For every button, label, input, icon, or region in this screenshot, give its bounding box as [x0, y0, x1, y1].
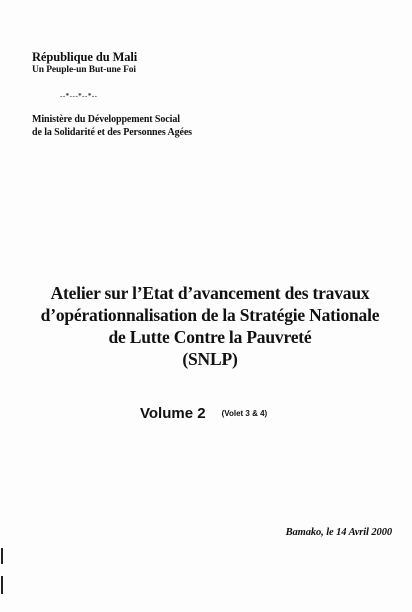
title-line-3: de Lutte Contre la Pauvreté [108, 327, 312, 347]
letterhead [32, 50, 352, 76]
volume-heading [140, 405, 267, 423]
title-line-2: d’opérationnalisation de la Stratégie Nationale [40, 305, 380, 325]
ministry-block [32, 113, 352, 139]
document-title [20, 282, 400, 370]
title-line-4: (SNLP) [182, 349, 238, 369]
ministry-line-1: Ministère du Développement Social [32, 114, 180, 125]
ornament-separator: --*---*--*-- [60, 92, 98, 100]
national-motto: Un Peuple-un But-une Foi [32, 65, 136, 75]
scan-edge-mark [1, 576, 3, 594]
volume-label: Volume 2 [140, 405, 206, 422]
title-line-1: Atelier sur l’Etat d’avancement des travaux [50, 283, 370, 303]
volet-label: (Volet 3 & 4) [221, 409, 268, 418]
country-name: République du Mali [32, 50, 138, 64]
ministry-line-2: de la Solidarité et des Personnes Agées [32, 127, 192, 138]
scan-edge-mark [1, 548, 3, 564]
place-and-date: Bamako, le 14 Avril 2000 [285, 527, 392, 538]
